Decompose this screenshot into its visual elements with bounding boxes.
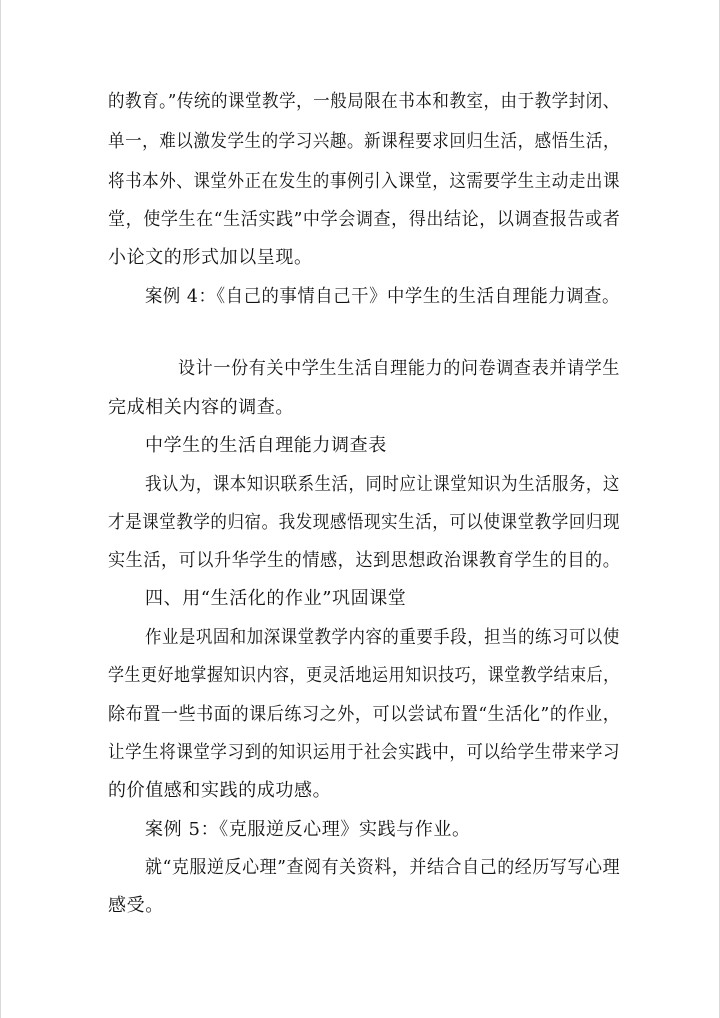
text-line: 作业是巩固和加深课堂教学内容的重要手段，担当的练习可以使 (145, 627, 620, 648)
text-line: 实生活，可以升华学生的情感，达到思想政治课教育学生的目的。 (108, 550, 621, 571)
text-line: 学生更好地掌握知识内容，更灵活地运用知识技巧，课堂教学结束后， (108, 665, 620, 686)
table-title: 中学生的生活自理能力调查表 (145, 435, 387, 456)
text-line: 感受。 (108, 895, 164, 916)
text-line: 单一，难以激发学生的学习兴趣。新课程要求回归生活，感悟生活， (108, 131, 621, 152)
case-heading: 案例 5：《克服逆反心理》实践与作业。 (145, 819, 471, 840)
page-border-left (0, 0, 1, 1018)
text-line: 小论文的形式加以呈现。 (108, 247, 313, 268)
text-line: 除布置一些书面的课后练习之外，可以尝试布置“生活化”的作业， (108, 704, 621, 725)
text-line: 才是课堂教学的归宿。我发现感悟现实生活，可以使课堂教学回归现 (108, 512, 621, 533)
text-line: 让学生将课堂学习到的知识运用于社会实践中，可以给学生带来学习 (108, 742, 621, 763)
text-line: 堂，使学生在“生活实践”中学会调查，得出结论，以调查报告或者 (108, 209, 621, 230)
text-line: 的教育。”传统的课堂教学，一般局限在书本和教室，由于教学封闭、 (108, 91, 620, 112)
text-line: 设计一份有关中学生生活自理能力的问卷调查表并请学生 (178, 358, 620, 379)
text-line: 将书本外、课堂外正在发生的事例引入课堂，这需要学生主动走出课 (108, 171, 621, 192)
case-heading: 案例 4：《自己的事情自己干》中学生的生活自理能力调查。 (145, 286, 620, 307)
text-line: 完成相关内容的调查。 (108, 397, 294, 418)
text-line: 我认为，课本知识联系生活，同时应让课堂知识为生活服务，这 (145, 474, 620, 495)
text-line: 的价值感和实践的成功感。 (108, 780, 332, 801)
section-heading: 四、用“生活化的作业”巩固课堂 (145, 588, 407, 609)
text-line: 就“克服逆反心理”查阅有关资料，并结合自己的经历写写心理 (145, 857, 621, 878)
